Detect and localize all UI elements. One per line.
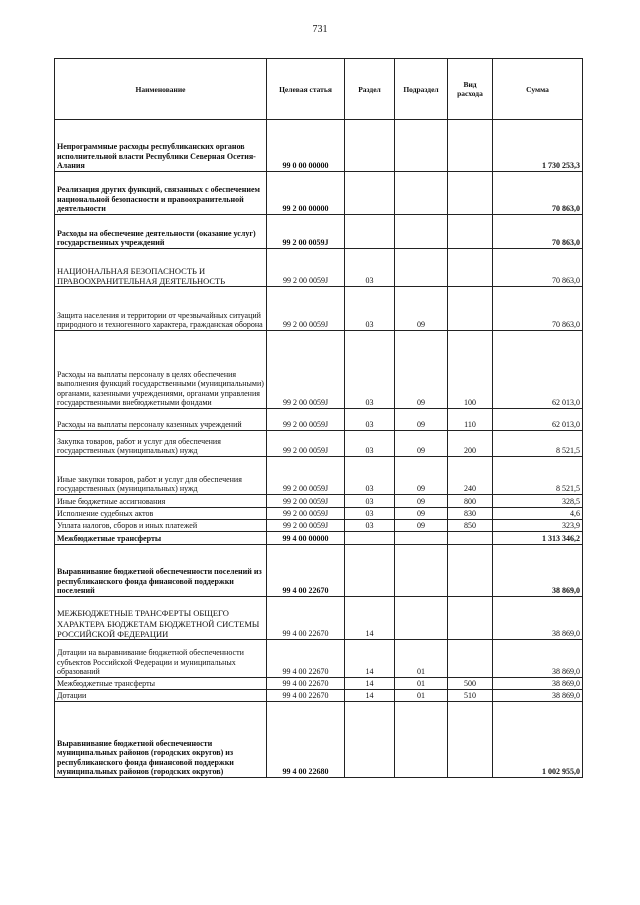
cell-target: 99 2 00 0059J	[267, 409, 345, 431]
cell-type: 200	[448, 431, 493, 457]
cell-subsection: 09	[395, 520, 448, 532]
header-type: Вид расхода	[448, 59, 493, 120]
cell-type	[448, 545, 493, 597]
cell-section: 14	[345, 678, 395, 690]
table-header-row	[55, 59, 583, 120]
cell-target: 99 0 00 00000	[267, 120, 345, 172]
cell-sum: 38 869,0	[493, 690, 583, 702]
cell-type: 110	[448, 409, 493, 431]
cell-subsection: 09	[395, 457, 448, 495]
cell-target: 99 4 00 22670	[267, 690, 345, 702]
cell-type: 800	[448, 495, 493, 508]
cell-type: 830	[448, 508, 493, 520]
cell-section	[345, 702, 395, 778]
table-row	[55, 678, 583, 690]
table-row	[55, 532, 583, 545]
cell-sum: 4,6	[493, 508, 583, 520]
cell-name: Выравнивание бюджетной обеспеченности поселений из республиканского фонда финансовой поддержки поселений	[55, 545, 267, 597]
cell-target: 99 2 00 0059J	[267, 495, 345, 508]
cell-section: 03	[345, 409, 395, 431]
table-row	[55, 520, 583, 532]
cell-section: 03	[345, 508, 395, 520]
cell-target: 99 4 00 22670	[267, 545, 345, 597]
cell-type	[448, 597, 493, 640]
cell-name: Непрограммные расходы республиканских органов исполнительной власти Республики Северная Осетия-Алания	[55, 120, 267, 172]
cell-name: Закупка товаров, работ и услуг для обеспечения государственных (муниципальных) нужд	[55, 431, 267, 457]
cell-section: 14	[345, 640, 395, 678]
cell-subsection	[395, 249, 448, 287]
cell-sum: 70 863,0	[493, 172, 583, 215]
header-sum: Сумма	[493, 59, 583, 120]
cell-sum: 38 869,0	[493, 597, 583, 640]
cell-subsection	[395, 597, 448, 640]
cell-name: Выравнивание бюджетной обеспеченности муниципальных районов (городских округов) из республиканского фонда финансовой поддержки муниципальных районов (городских округов)	[55, 702, 267, 778]
table-row	[55, 249, 583, 287]
cell-subsection: 01	[395, 678, 448, 690]
cell-section: 03	[345, 495, 395, 508]
cell-name: НАЦИОНАЛЬНАЯ БЕЗОПАСНОСТЬ И ПРАВООХРАНИТЕЛЬНАЯ ДЕЯТЕЛЬНОСТЬ	[55, 249, 267, 287]
cell-target: 99 2 00 0059J	[267, 287, 345, 331]
cell-type: 850	[448, 520, 493, 532]
cell-subsection: 01	[395, 640, 448, 678]
table-row	[55, 597, 583, 640]
table-row	[55, 172, 583, 215]
cell-subsection	[395, 532, 448, 545]
cell-name: Межбюджетные трансферты	[55, 532, 267, 545]
cell-name: Расходы на выплаты персоналу в целях обеспечения выполнения функций государственными (муниципальными) органами, казенными учреждениями, органами управления государственными внебюджетными фондами	[55, 331, 267, 409]
table-row	[55, 431, 583, 457]
cell-section	[345, 215, 395, 249]
cell-subsection: 09	[395, 431, 448, 457]
cell-type	[448, 532, 493, 545]
cell-target: 99 4 00 22670	[267, 678, 345, 690]
cell-name: Иные бюджетные ассигнования	[55, 495, 267, 508]
cell-type	[448, 215, 493, 249]
table-row	[55, 409, 583, 431]
cell-type	[448, 640, 493, 678]
cell-name: Дотации на выравнивание бюджетной обеспеченности субъектов Российской Федерации и муниципальных образований	[55, 640, 267, 678]
cell-name: Реализация других функций, связанных с обеспечением национальной безопасности и правоохранительной деятельности	[55, 172, 267, 215]
cell-type: 510	[448, 690, 493, 702]
cell-sum: 328,5	[493, 495, 583, 508]
cell-subsection: 09	[395, 409, 448, 431]
table-row	[55, 331, 583, 409]
cell-target: 99 2 00 0059J	[267, 331, 345, 409]
cell-section: 03	[345, 331, 395, 409]
cell-type	[448, 120, 493, 172]
cell-name: Уплата налогов, сборов и иных платежей	[55, 520, 267, 532]
cell-section: 14	[345, 597, 395, 640]
cell-target: 99 2 00 0059J	[267, 520, 345, 532]
cell-name: Иные закупки товаров, работ и услуг для обеспечения государственных (муниципальных) нужд	[55, 457, 267, 495]
table-row	[55, 120, 583, 172]
cell-target: 99 4 00 22670	[267, 597, 345, 640]
cell-sum: 70 863,0	[493, 249, 583, 287]
cell-target: 99 2 00 0059J	[267, 457, 345, 495]
header-name: Наименование	[55, 59, 267, 120]
cell-subsection: 09	[395, 331, 448, 409]
cell-sum: 38 869,0	[493, 640, 583, 678]
cell-subsection	[395, 702, 448, 778]
table-body	[55, 120, 583, 778]
cell-name: Расходы на выплаты персоналу казенных учреждений	[55, 409, 267, 431]
cell-target: 99 2 00 00000	[267, 172, 345, 215]
cell-sum: 70 863,0	[493, 287, 583, 331]
cell-name: Межбюджетные трансферты	[55, 678, 267, 690]
cell-name: Исполнение судебных актов	[55, 508, 267, 520]
cell-type	[448, 249, 493, 287]
cell-sum: 8 521,5	[493, 431, 583, 457]
header-subsection: Подраздел	[395, 59, 448, 120]
cell-subsection: 09	[395, 287, 448, 331]
cell-section: 03	[345, 457, 395, 495]
cell-sum: 38 869,0	[493, 678, 583, 690]
cell-sum: 38 869,0	[493, 545, 583, 597]
cell-target: 99 2 00 0059J	[267, 215, 345, 249]
table-row	[55, 457, 583, 495]
cell-subsection: 09	[395, 495, 448, 508]
table-row	[55, 545, 583, 597]
cell-target: 99 2 00 0059J	[267, 249, 345, 287]
cell-type	[448, 287, 493, 331]
cell-sum: 1 313 346,2	[493, 532, 583, 545]
cell-target: 99 4 00 22670	[267, 640, 345, 678]
cell-subsection: 09	[395, 508, 448, 520]
cell-sum: 8 521,5	[493, 457, 583, 495]
cell-type	[448, 702, 493, 778]
budget-table	[54, 58, 583, 778]
cell-section: 03	[345, 249, 395, 287]
cell-section: 03	[345, 287, 395, 331]
cell-target: 99 2 00 0059J	[267, 431, 345, 457]
cell-section	[345, 172, 395, 215]
cell-name: МЕЖБЮДЖЕТНЫЕ ТРАНСФЕРТЫ ОБЩЕГО ХАРАКТЕРА БЮДЖЕТАМ БЮДЖЕТНОЙ СИСТЕМЫ РОССИЙСКОЙ ФЕДЕРАЦИИ	[55, 597, 267, 640]
page-number: 731	[312, 24, 328, 35]
cell-subsection	[395, 120, 448, 172]
cell-name: Дотации	[55, 690, 267, 702]
cell-section: 03	[345, 520, 395, 532]
table-row	[55, 508, 583, 520]
cell-type	[448, 172, 493, 215]
header-section: Раздел	[345, 59, 395, 120]
cell-target: 99 4 00 22680	[267, 702, 345, 778]
cell-subsection: 01	[395, 690, 448, 702]
cell-sum: 62 013,0	[493, 331, 583, 409]
cell-name: Расходы на обеспечение деятельности (оказание услуг) государственных учреждений	[55, 215, 267, 249]
cell-sum: 323,9	[493, 520, 583, 532]
table-row	[55, 495, 583, 508]
cell-sum: 1 730 253,3	[493, 120, 583, 172]
cell-section	[345, 532, 395, 545]
cell-type: 500	[448, 678, 493, 690]
cell-subsection	[395, 215, 448, 249]
header-target: Целевая статья	[267, 59, 345, 120]
cell-target: 99 4 00 00000	[267, 532, 345, 545]
table-row	[55, 702, 583, 778]
cell-sum: 70 863,0	[493, 215, 583, 249]
table-row	[55, 640, 583, 678]
cell-subsection	[395, 172, 448, 215]
table-row	[55, 215, 583, 249]
cell-section	[345, 545, 395, 597]
cell-name: Защита населения и территории от чрезвычайных ситуаций природного и техногенного характера, гражданская оборона	[55, 287, 267, 331]
cell-section	[345, 120, 395, 172]
cell-sum: 62 013,0	[493, 409, 583, 431]
cell-section: 14	[345, 690, 395, 702]
cell-target: 99 2 00 0059J	[267, 508, 345, 520]
table-row	[55, 690, 583, 702]
table-row	[55, 287, 583, 331]
cell-section: 03	[345, 431, 395, 457]
cell-type: 100	[448, 331, 493, 409]
cell-sum: 1 002 955,0	[493, 702, 583, 778]
cell-subsection	[395, 545, 448, 597]
cell-type: 240	[448, 457, 493, 495]
